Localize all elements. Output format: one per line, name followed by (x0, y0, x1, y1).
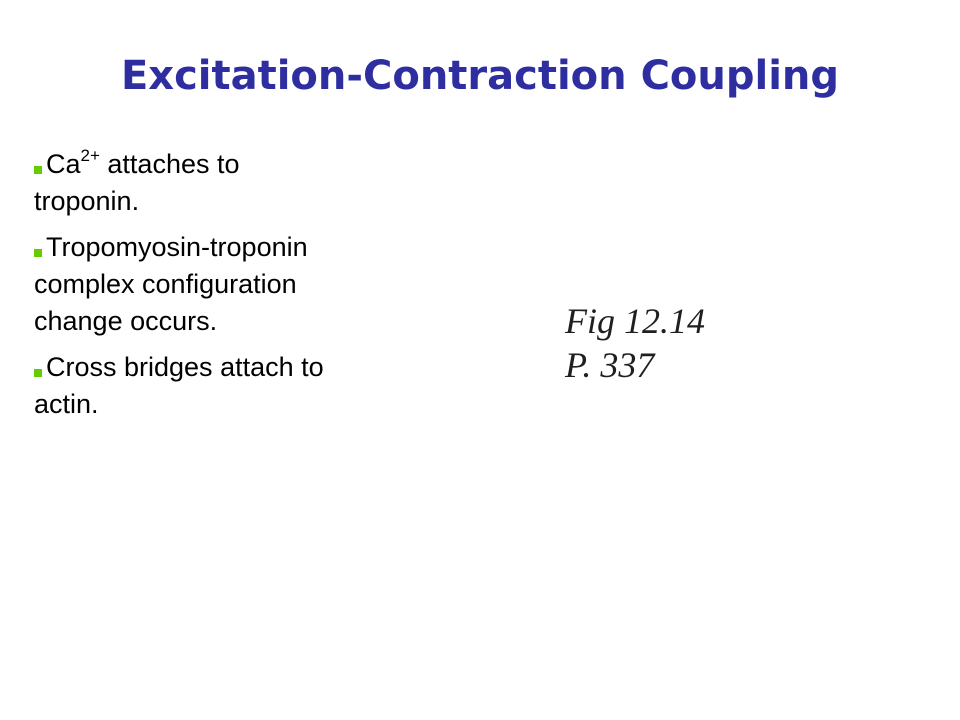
bullet-square-icon (34, 166, 42, 174)
slide-title: Excitation-Contraction Coupling (120, 53, 840, 99)
bullet-text (34, 349, 334, 423)
bullet-text (34, 229, 334, 340)
calcium-symbol: Ca (46, 149, 81, 179)
bullet-item (34, 229, 334, 340)
figure-number: Fig 12.14 (565, 301, 705, 341)
bullet-item (34, 146, 334, 220)
bullet-3-text: Cross bridges attach to actin. (34, 352, 324, 419)
bullet-square-icon (34, 369, 42, 377)
bullet-2-text: Tropomyosin-troponin complex configuration change occurs. (34, 232, 308, 336)
page-number: P. 337 (565, 345, 655, 385)
figure-reference (565, 299, 705, 387)
bullet-1-text: attaches to troponin. (34, 149, 240, 216)
bullet-square-icon (34, 249, 42, 257)
bullet-text (34, 146, 334, 220)
bullet-list (34, 146, 334, 432)
calcium-charge: 2+ (80, 146, 100, 165)
bullet-item (34, 349, 334, 423)
